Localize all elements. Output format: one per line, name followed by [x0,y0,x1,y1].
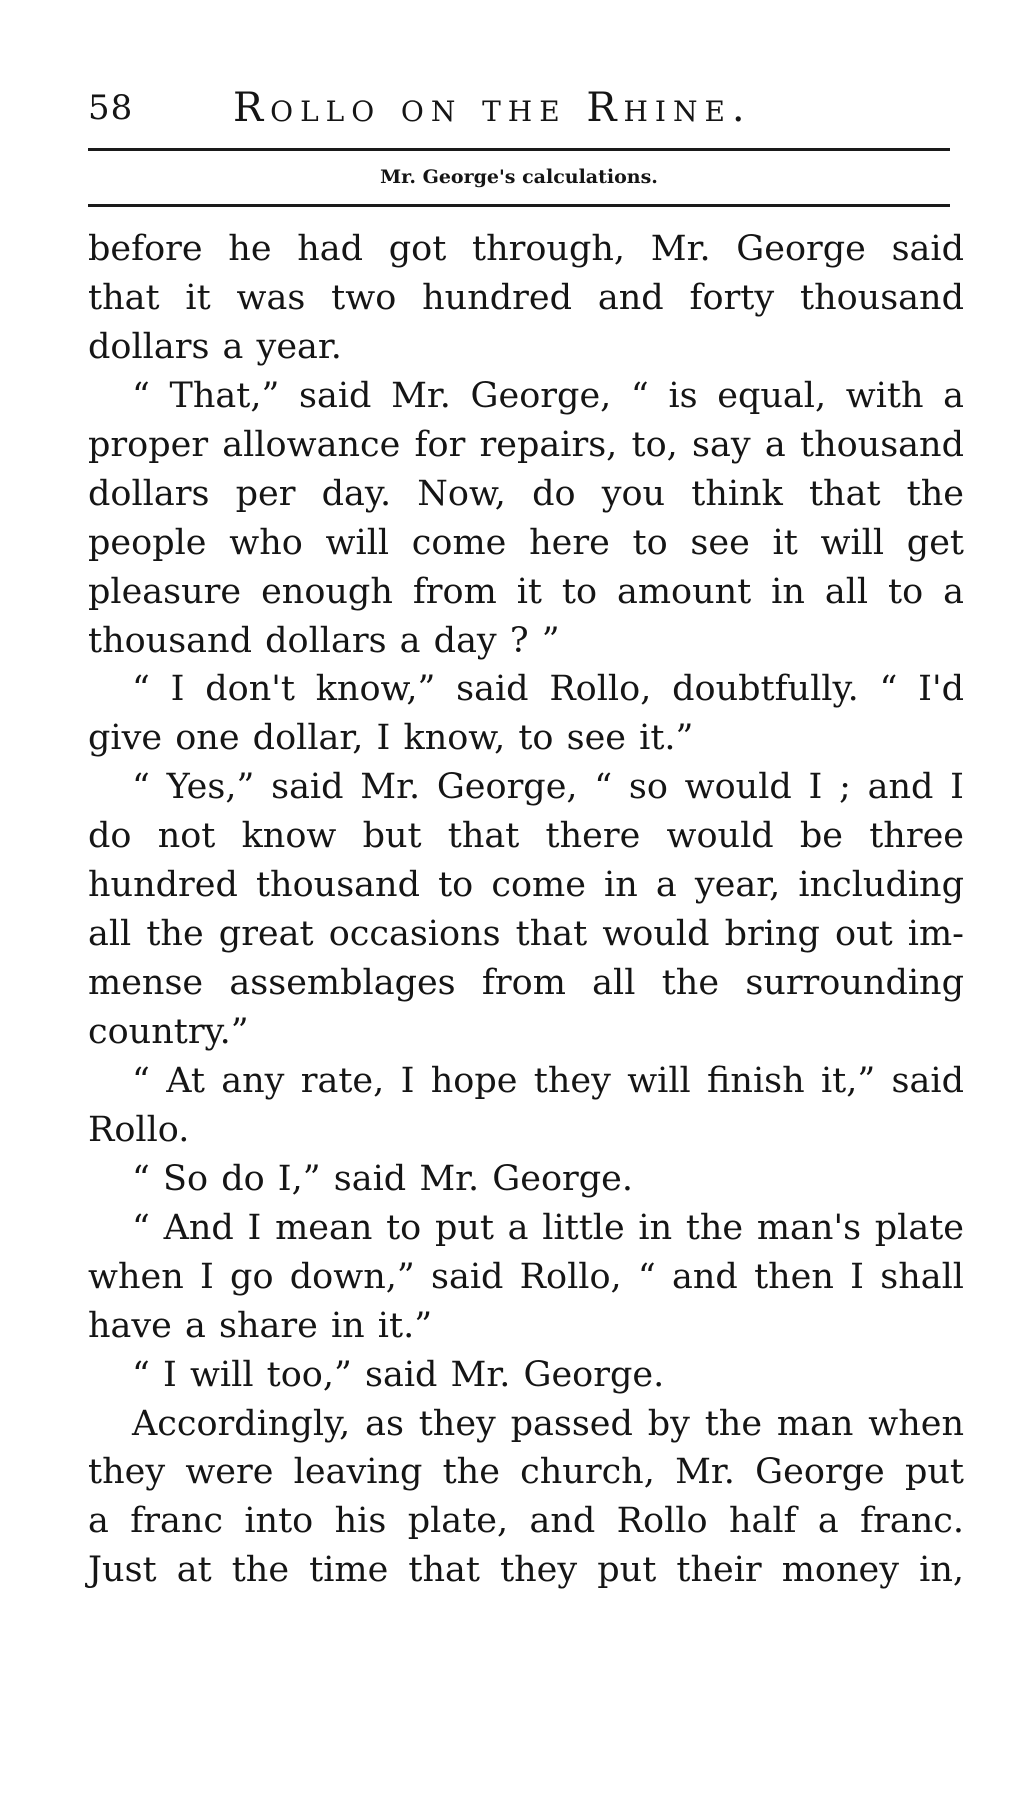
text-line: “ And I mean to put a little in the man's plate [132,1207,964,1248]
text-line: country.” [88,1012,249,1052]
text-line: hundred thousand to come in a year, including [88,865,964,906]
text-line: before he had got through, Mr. George said [88,229,964,269]
text-line: Just at the time that they put their money in, [88,1550,964,1591]
text-line: a franc into his plate, and Rollo half a franc. [88,1501,964,1542]
text-line: people who will come here to see it will get [88,522,964,563]
text-line: “ I will too,” said Mr. George. [132,1354,665,1395]
text-line: dollars a year. [88,326,342,367]
text-line: have a share in it.” [88,1305,433,1346]
text-line: pleasure enough from it to amount in all to a [88,571,964,612]
text-line: proper allowance for repairs, to, say a thousand [88,424,964,465]
text-line: “ So do I,” said Mr. George. [132,1158,634,1199]
body-text [88,225,964,1595]
section-subheading: Mr. George's calculations. [380,166,658,188]
text-line: mense assemblages from all the surrounding [88,963,964,1004]
running-title: Rollo on the Rhine. [233,85,752,131]
text-line: do not know but that there would be three [88,816,964,857]
text-line: all the great occasions that would bring out im- [88,914,964,955]
text-line: that it was two hundred and forty thousand [88,277,964,318]
page-number: 58 [88,88,134,128]
text-line: Accordingly, as they passed by the man when [132,1403,964,1444]
text-line: “ At any rate, I hope they will finish it,” said [132,1060,964,1101]
text-line: give one dollar, I know, to see it.” [88,718,694,759]
header-rule-bottom [88,204,950,207]
text-line: “ I don't know,” said Rollo, doubtfully. “ I'd [132,669,964,710]
text-line: Rollo. [88,1109,190,1150]
header-rule-top [88,148,950,151]
text-line: dollars per day. Now, do you think that the [88,473,964,514]
text-line: they were leaving the church, Mr. George put [88,1452,964,1493]
text-line: when I go down,” said Rollo, “ and then I shall [88,1256,964,1297]
text-line: “ Yes,” said Mr. George, “ so would I ; and I [132,767,964,808]
page-header [88,78,950,138]
text-line: “ That,” said Mr. George, “ is equal, with a [132,375,964,416]
text-line: thousand dollars a day ? ” [88,620,560,661]
